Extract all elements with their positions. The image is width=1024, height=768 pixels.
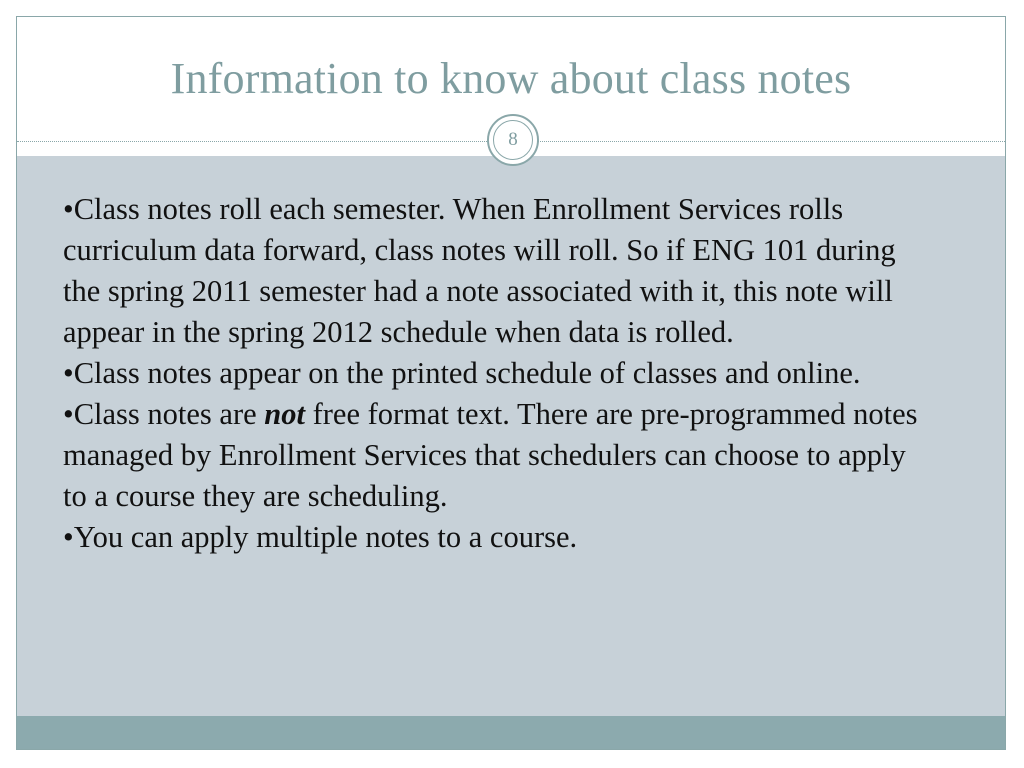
- slide-number: 8: [493, 120, 533, 160]
- bottom-bar: [17, 716, 1005, 750]
- bullet-text: Class notes appear on the printed schedule of classes and online.: [73, 356, 861, 390]
- bullet-item: [63, 353, 923, 394]
- bullet-marker: •: [63, 356, 74, 390]
- bullet-marker: •: [63, 520, 74, 554]
- bullet-marker: •: [63, 397, 74, 431]
- bullet-marker: •: [63, 192, 74, 226]
- bullet-text: Class notes are: [73, 397, 265, 431]
- bullet-list: [63, 189, 923, 558]
- bullet-text: free format text. There are pre-programmed notes managed by Enrollment Services that schedulers can choose to apply to a course they are scheduling.: [63, 397, 918, 513]
- bullet-text: You can apply multiple notes to a course.: [73, 520, 578, 554]
- bullet-item: [63, 517, 923, 558]
- bullet-item: [63, 189, 923, 353]
- slide: [16, 16, 1006, 750]
- bullet-item: [63, 394, 923, 517]
- bullet-emphasis: not: [264, 397, 305, 431]
- bullet-text: Class notes roll each semester. When Enrollment Services rolls curriculum data forward, class notes will roll. So if ENG 101 during the spring 2011 semester had a note associated with it, this note will appear in the spring 2012 schedule when data is rolled.: [63, 192, 896, 349]
- slide-number-badge: [487, 114, 539, 166]
- slide-title: Information to know about class notes: [170, 54, 852, 103]
